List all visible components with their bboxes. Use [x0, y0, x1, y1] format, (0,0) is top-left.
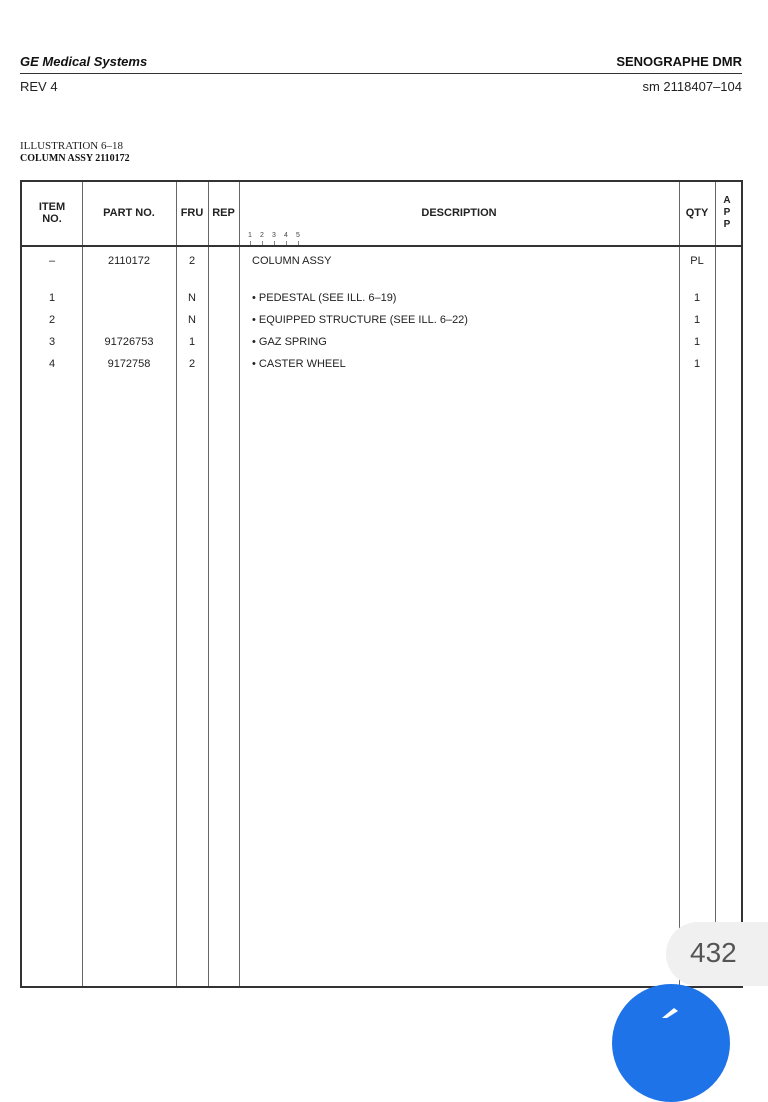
description-cell: • CASTER WHEEL	[252, 358, 346, 370]
header-rule	[20, 73, 742, 74]
indent-level: 1	[248, 232, 252, 239]
qty-cell: 1	[693, 314, 701, 326]
part-no-cell: 9172758	[107, 358, 151, 370]
part-no-cell: 2110172	[107, 255, 150, 267]
header-item-no: ITEM NO.	[38, 201, 66, 225]
header-qty: QTY	[685, 207, 709, 219]
item-no-cell: 4	[48, 358, 56, 370]
illustration-number: ILLUSTRATION 6–18	[20, 140, 123, 152]
qty-cell: 1	[693, 292, 701, 304]
header-separator	[22, 245, 741, 247]
col-divider	[208, 182, 209, 986]
product-name: SENOGRAPHE DMR	[616, 54, 742, 69]
header-part-no: PART NO.	[103, 207, 155, 219]
item-no-cell: –	[48, 255, 56, 267]
indent-level-scale	[248, 232, 308, 239]
indent-level: 4	[284, 232, 288, 239]
page-number: 432	[690, 937, 737, 968]
fru-cell: N	[188, 292, 196, 304]
item-no-cell: 2	[48, 314, 56, 326]
company-name: GE Medical Systems	[20, 54, 148, 69]
indent-level: 5	[296, 232, 300, 239]
fru-cell: N	[188, 314, 196, 326]
revision-label: REV 4	[20, 79, 58, 94]
description-cell: COLUMN ASSY	[252, 255, 332, 267]
indent-level: 3	[272, 232, 276, 239]
fru-cell: 2	[188, 255, 196, 267]
parts-table	[20, 180, 743, 988]
col-divider	[82, 182, 83, 986]
illustration-title: COLUMN ASSY 2110172	[20, 153, 130, 164]
fru-cell: 1	[188, 336, 196, 348]
description-cell: • GAZ SPRING	[252, 336, 327, 348]
edit-pencil-icon	[658, 1008, 680, 1018]
col-divider	[239, 182, 240, 986]
header-fru: FRU	[180, 207, 204, 219]
header-rep: REP	[212, 207, 235, 219]
header-app: A P P	[723, 195, 731, 230]
col-divider	[715, 182, 716, 986]
description-cell: • EQUIPPED STRUCTURE (SEE ILL. 6–22)	[252, 314, 468, 326]
indent-tick-marks	[248, 241, 304, 245]
qty-cell: PL	[690, 255, 704, 267]
item-no-cell: 3	[48, 336, 56, 348]
qty-cell: 1	[693, 358, 701, 370]
qty-cell: 1	[693, 336, 701, 348]
item-no-cell: 1	[48, 292, 56, 304]
document-number: sm 2118407–104	[642, 79, 742, 94]
indent-level: 2	[260, 232, 264, 239]
fru-cell: 2	[188, 358, 196, 370]
edit-fab-button[interactable]	[612, 984, 730, 1102]
header-description: DESCRIPTION	[421, 207, 497, 219]
description-cell: • PEDESTAL (SEE ILL. 6–19)	[252, 292, 397, 304]
part-no-cell: 91726753	[104, 336, 154, 348]
